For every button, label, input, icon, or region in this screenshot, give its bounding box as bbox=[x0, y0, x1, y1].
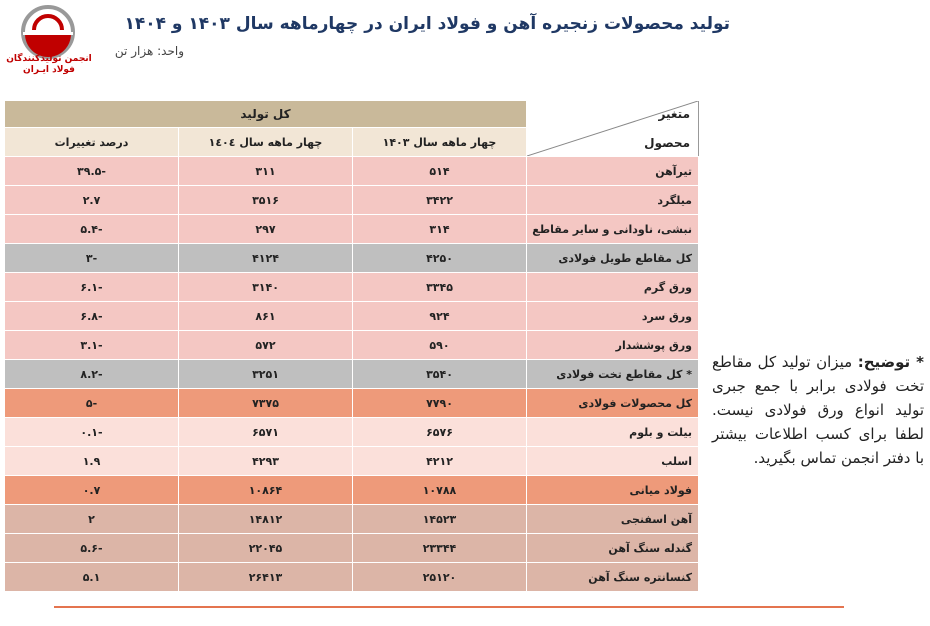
table-row bbox=[5, 360, 699, 389]
value-1404: ۵۷۲ bbox=[179, 331, 353, 360]
table-row bbox=[5, 447, 699, 476]
header-col-change: درصد تغییرات bbox=[5, 128, 179, 157]
value-1404: ۳۱۱ bbox=[179, 157, 353, 186]
value-1404: ۳۱۴۰ bbox=[179, 273, 353, 302]
logo-line-2: فولاد ایـران bbox=[23, 65, 75, 75]
header-variable: متغیر bbox=[658, 107, 690, 121]
product-name: بیلت و بلوم bbox=[527, 418, 699, 447]
value-1404: ۱۰۸۶۴ bbox=[179, 476, 353, 505]
value-1404: ۱۴۸۱۲ bbox=[179, 505, 353, 534]
product-name: گندله سنگ آهن bbox=[527, 534, 699, 563]
change-percent: ۱.۹ bbox=[5, 447, 179, 476]
table-row bbox=[5, 505, 699, 534]
value-1404: ۳۲۵۱ bbox=[179, 360, 353, 389]
value-1404: ۲۹۷ bbox=[179, 215, 353, 244]
product-name: نبشی، ناودانی و سایر مقاطع bbox=[527, 215, 699, 244]
product-name: ورق گرم bbox=[527, 273, 699, 302]
product-name: اسلب bbox=[527, 447, 699, 476]
product-name: تیرآهن bbox=[527, 157, 699, 186]
page-title: تولید محصولات زنجیره آهن و فولاد ایران در چهارماهه سال ۱۴۰۳ و ۱۴۰۴ bbox=[124, 14, 730, 34]
value-1403: ۳۳۴۵ bbox=[353, 273, 527, 302]
value-1404: ۲۲۰۴۵ bbox=[179, 534, 353, 563]
product-name: آهن اسفنجی bbox=[527, 505, 699, 534]
table-row bbox=[5, 273, 699, 302]
value-1403: ۱۴۵۲۳ bbox=[353, 505, 527, 534]
table-row bbox=[5, 157, 699, 186]
table-row bbox=[5, 215, 699, 244]
change-percent: ۰.۷ bbox=[5, 476, 179, 505]
value-1403: ۴۲۵۰ bbox=[353, 244, 527, 273]
value-1404: ۶۵۷۱ bbox=[179, 418, 353, 447]
change-percent: -۳.۱ bbox=[5, 331, 179, 360]
table-row bbox=[5, 476, 699, 505]
bottom-divider bbox=[54, 606, 844, 608]
value-1403: ۲۳۳۴۴ bbox=[353, 534, 527, 563]
product-name: فولاد میانی bbox=[527, 476, 699, 505]
production-table bbox=[4, 100, 699, 592]
logo-line-1: انجمن تولیدکنندگان bbox=[6, 54, 92, 64]
logo-text bbox=[4, 54, 94, 76]
table-row bbox=[5, 418, 699, 447]
product-name: کل مقاطع طویل فولادی bbox=[527, 244, 699, 273]
header-col-1403: چهار ماهه سال ۱۴۰۳ bbox=[353, 128, 527, 157]
logo-emblem-icon bbox=[6, 4, 90, 60]
header-variable-product bbox=[527, 101, 699, 157]
value-1403: ۴۲۱۲ bbox=[353, 447, 527, 476]
value-1403: ۱۰۷۸۸ bbox=[353, 476, 527, 505]
header-total-production: کل تولید bbox=[5, 101, 527, 128]
value-1403: ۵۹۰ bbox=[353, 331, 527, 360]
change-percent: -۸.۲ bbox=[5, 360, 179, 389]
product-name: کنسانتره سنگ آهن bbox=[527, 563, 699, 592]
value-1403: ۳۴۲۲ bbox=[353, 186, 527, 215]
value-1404: ۴۱۲۴ bbox=[179, 244, 353, 273]
table-row bbox=[5, 534, 699, 563]
value-1403: ۷۷۹۰ bbox=[353, 389, 527, 418]
value-1403: ۹۲۴ bbox=[353, 302, 527, 331]
change-percent: -۶.۸ bbox=[5, 302, 179, 331]
table-row bbox=[5, 389, 699, 418]
table-row bbox=[5, 331, 699, 360]
value-1404: ۳۵۱۶ bbox=[179, 186, 353, 215]
product-name: میلگرد bbox=[527, 186, 699, 215]
value-1404: ۴۲۹۳ bbox=[179, 447, 353, 476]
change-percent: -۵ bbox=[5, 389, 179, 418]
table-row bbox=[5, 563, 699, 592]
value-1404: ۷۳۷۵ bbox=[179, 389, 353, 418]
value-1403: ۳۵۴۰ bbox=[353, 360, 527, 389]
table-row bbox=[5, 302, 699, 331]
product-name: ورق پوششدار bbox=[527, 331, 699, 360]
explanation-note bbox=[712, 350, 924, 470]
change-percent: -۰.۱ bbox=[5, 418, 179, 447]
value-1403: ۳۱۴ bbox=[353, 215, 527, 244]
change-percent: ۵.۱ bbox=[5, 563, 179, 592]
change-percent: -۶.۱ bbox=[5, 273, 179, 302]
unit-label: واحد: هزار تن bbox=[114, 44, 184, 58]
product-name: ورق سرد bbox=[527, 302, 699, 331]
product-name: * کل مقاطع تخت فولادی bbox=[527, 360, 699, 389]
value-1404: ۲۶۴۱۳ bbox=[179, 563, 353, 592]
change-percent: -۵.۶ bbox=[5, 534, 179, 563]
product-name: کل محصولات فولادی bbox=[527, 389, 699, 418]
change-percent: -۵.۴ bbox=[5, 215, 179, 244]
change-percent: -۳۹.۵ bbox=[5, 157, 179, 186]
value-1403: ۶۵۷۶ bbox=[353, 418, 527, 447]
value-1403: ۵۱۴ bbox=[353, 157, 527, 186]
change-percent: -۳ bbox=[5, 244, 179, 273]
header-product: محصول bbox=[644, 136, 690, 150]
change-percent: ۲.۷ bbox=[5, 186, 179, 215]
table-row bbox=[5, 244, 699, 273]
note-lead: * توضیح: bbox=[857, 353, 925, 371]
value-1403: ۲۵۱۲۰ bbox=[353, 563, 527, 592]
note-body: میزان تولید کل مقاطع تخت فولادی برابر با جمع جبری تولید انواع ورق فولادی نیست. لطفا برای کسب اطلاعات بیشتر با دفتر انجمن تماس بگیرید. bbox=[712, 353, 924, 467]
value-1404: ۸۶۱ bbox=[179, 302, 353, 331]
table-row bbox=[5, 186, 699, 215]
change-percent: ۲ bbox=[5, 505, 179, 534]
header-col-1404: چهار ماهه سال ۱٤۰٤ bbox=[179, 128, 353, 157]
